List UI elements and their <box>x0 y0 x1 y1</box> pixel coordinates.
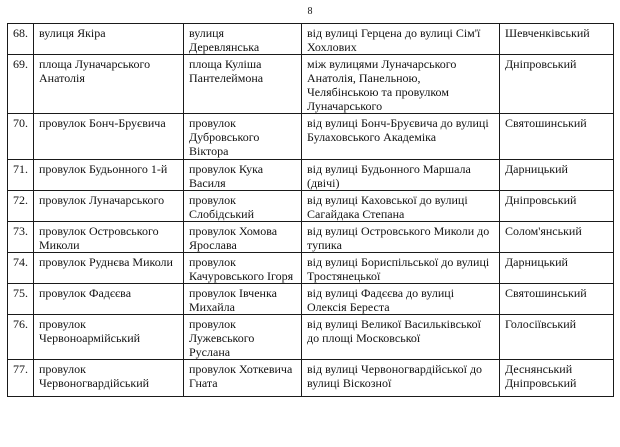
old-street-name: провулок Руднєва Миколи <box>34 253 184 284</box>
table-row <box>8 360 614 397</box>
table-row <box>8 55 614 114</box>
row-number: 68. <box>8 24 34 55</box>
district-name: Святошинський <box>500 284 614 315</box>
district-name: Святошинський <box>500 114 614 160</box>
row-number: 70. <box>8 114 34 160</box>
new-street-name: провулок Хомова Ярослава <box>184 222 302 253</box>
row-number: 74. <box>8 253 34 284</box>
row-number: 69. <box>8 55 34 114</box>
table-row <box>8 284 614 315</box>
table-row <box>8 160 614 191</box>
old-street-name: вулиця Якіра <box>34 24 184 55</box>
table-row <box>8 191 614 222</box>
table-row <box>8 114 614 160</box>
old-street-name: площа Луначарського Анатолія <box>34 55 184 114</box>
old-street-name: провулок Будьонного 1-й <box>34 160 184 191</box>
new-street-name: провулок Хоткевича Гната <box>184 360 302 397</box>
old-street-name: провулок Червоногвардійський <box>34 360 184 397</box>
street-location: від вулиці Великої Васильківської до площі Московської <box>302 315 500 360</box>
new-street-name: провулок Кука Василя <box>184 160 302 191</box>
district-name: Дніпровський <box>500 191 614 222</box>
old-street-name: провулок Луначарського <box>34 191 184 222</box>
street-location: від вулиці Каховської до вулиці Сагайдака Степана <box>302 191 500 222</box>
new-street-name: площа Куліша Пантелеймона <box>184 55 302 114</box>
page-number: 8 <box>307 6 313 17</box>
street-location: від вулиці Бориспільської до вулиці Тростянецької <box>302 253 500 284</box>
old-street-name: провулок Червоноармійський <box>34 315 184 360</box>
table-row <box>8 315 614 360</box>
table-row <box>8 253 614 284</box>
row-number: 76. <box>8 315 34 360</box>
old-street-name: провулок Фадєєва <box>34 284 184 315</box>
street-location: від вулиці Островського Миколи до тупика <box>302 222 500 253</box>
district-name: Голосіївський <box>500 315 614 360</box>
street-location: від вулиці Фадєєва до вулиці Олексія Береста <box>302 284 500 315</box>
table-row <box>8 222 614 253</box>
new-street-name: провулок Івченка Михайла <box>184 284 302 315</box>
row-number: 72. <box>8 191 34 222</box>
district-name: Шевченківський <box>500 24 614 55</box>
new-street-name: провулок Дубровського Віктора <box>184 114 302 160</box>
old-street-name: провулок Бонч-Бруєвича <box>34 114 184 160</box>
row-number: 73. <box>8 222 34 253</box>
street-location: від вулиці Будьонного Маршала (двічі) <box>302 160 500 191</box>
district-name: Дніпровський <box>500 55 614 114</box>
new-street-name: вулиця Деревлянська <box>184 24 302 55</box>
street-renaming-table <box>7 23 614 397</box>
row-number: 75. <box>8 284 34 315</box>
street-location: від вулиці Герцена до вулиці Сім'ї Хохлових <box>302 24 500 55</box>
district-name: Дарницький <box>500 253 614 284</box>
street-location: від вулиці Бонч-Бруєвича до вулиці Булаховського Академіка <box>302 114 500 160</box>
new-street-name: провулок Слобідський <box>184 191 302 222</box>
row-number: 77. <box>8 360 34 397</box>
old-street-name: провулок Островського Миколи <box>34 222 184 253</box>
district-name: Дарницький <box>500 160 614 191</box>
new-street-name: провулок Лужевського Руслана <box>184 315 302 360</box>
street-location: між вулицями Луначарського Анатолія, Панельною, Челябінською та провулком Луначарського <box>302 55 500 114</box>
table-row <box>8 24 614 55</box>
street-location: від вулиці Червоногвардійської до вулиці Віскозної <box>302 360 500 397</box>
row-number: 71. <box>8 160 34 191</box>
new-street-name: провулок Качуровського Ігоря <box>184 253 302 284</box>
district-name: Деснянський Дніпровський <box>500 360 614 397</box>
district-name: Солом'янський <box>500 222 614 253</box>
